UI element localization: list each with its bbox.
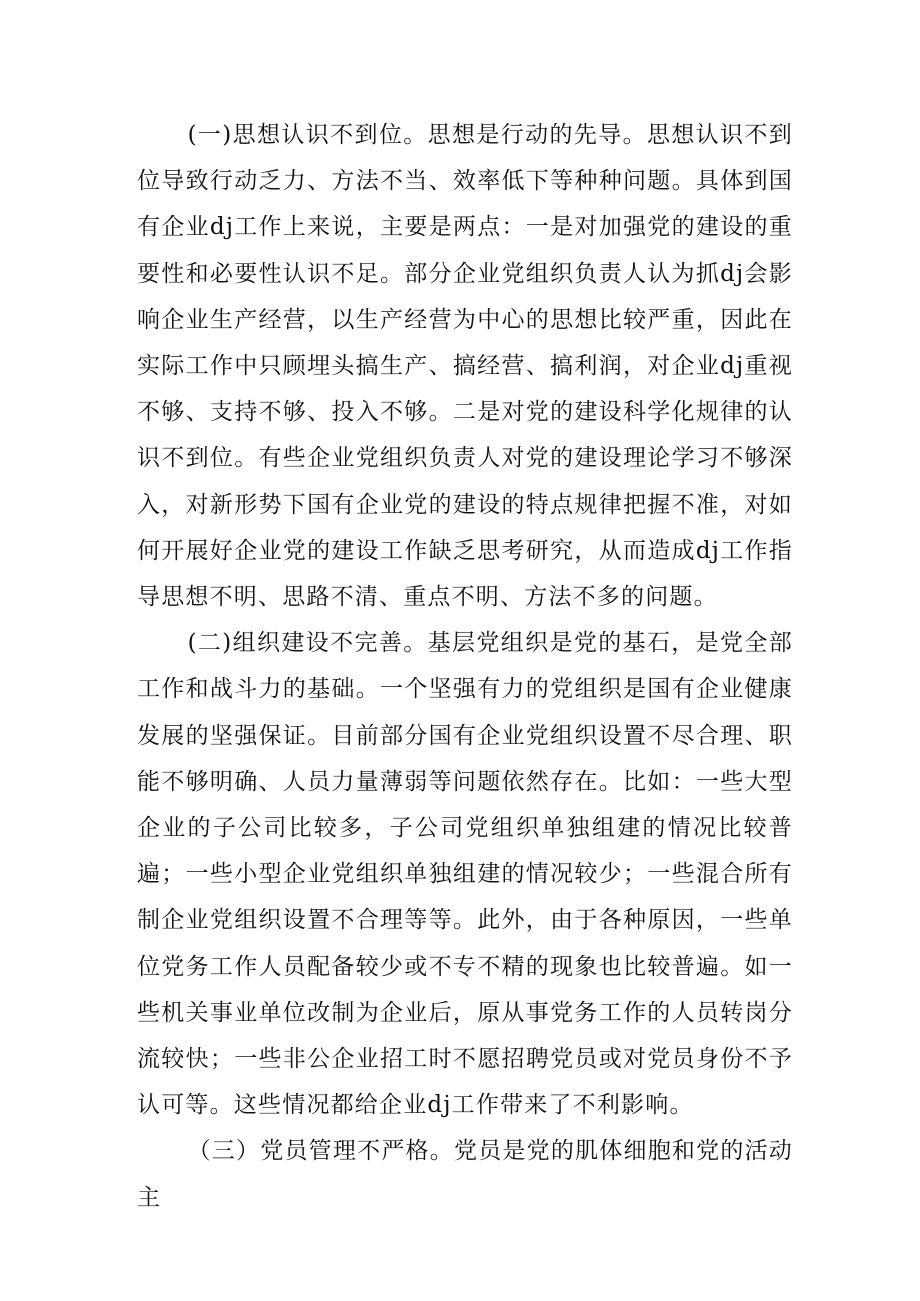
paragraph-thinking: (一)思想认识不到位。思想是行动的先导。思想认识不到位导致行动乏力、方法不当、效率低下等种种问题。具体到国有企业dj工作上来说，主要是两点：一是对加强党的建设的重要性和必要性认识不足。部分企业党组织负责人认为抓dj会影响企业生产经营，以生产经营为中心的思想比较严重，因此在实际工作中只顾埋头搞生产、搞经营、搞利润，对企业dj重视不够、支持不够、投入不够。二是对党的建设科学化规律的认识不到位。有些企业党组织负责人对党的建设理论学习不够深入，对新形势下国有企业党的建设的特点规律把握不准，对如何开展好企业党的建设工作缺乏思考研究，从而造成dj工作指导思想不明、思路不清、重点不明、方法不多的问题。: [137, 122, 793, 611]
document-body: [137, 112, 793, 1221]
paragraph-member-management: （三）党员管理不严格。党员是党的肌体细胞和党的活动主: [137, 1138, 793, 1211]
paragraph-organization: (二)组织建设不完善。基层党组织是党的基石，是党全部工作和战斗力的基础。一个坚强有力的党组织是国有企业健康发展的坚强保证。目前部分国有企业党组织设置不尽合理、职能不够明确、人员力量薄弱等问题依然存在。比如：一些大型企业的子公司比较多，子公司党组织单独组建的情况比较普遍；一些小型企业党组织单独组建的情况较少；一些混合所有制企业党组织设置不合理等等。此外，由于各种原因，一些单位党务工作人员配备较少或不专不精的现象也比较普遍。如一些机关事业单位改制为企业后，原从事党务工作的人员转岗分流较快；一些非公企业招工时不愿招聘党员或对党员身份不予认可等。这些情况都给企业dj工作带来了不利影响。: [137, 630, 793, 1119]
